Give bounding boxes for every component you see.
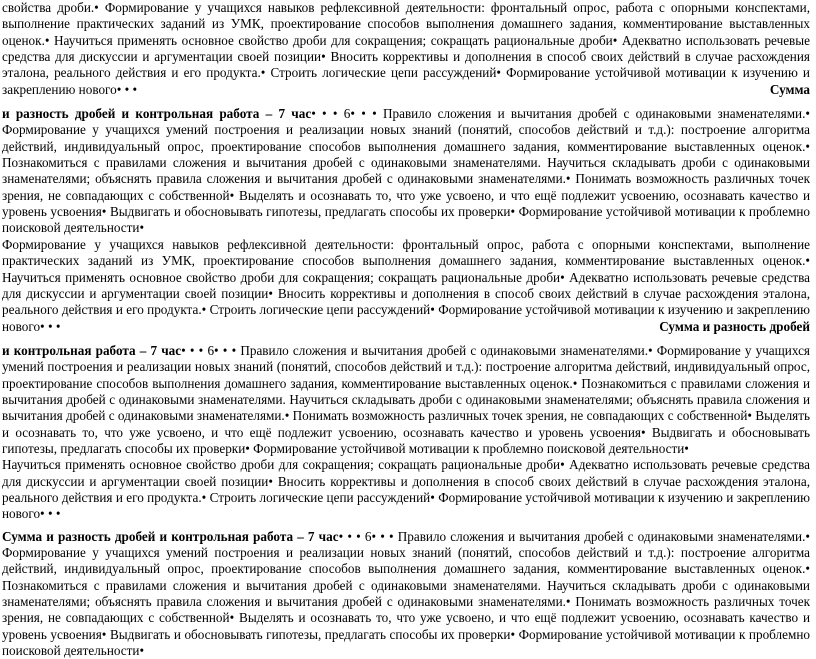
paragraph-text: • • • 6• • • Правило сложения и вычитания дробей с одинаковыми знаменателями.• Формирование у учащихся умений построения и реализации новых знаний (понятий, способов действий и т.д.): построение алгоритма действий, индивидуальный опрос, проектирование способов выполнения домашнего задания, комментирование выставленных оценок.• Познакомиться с правилами сложения и вычитания дробей с одинаковыми знаменателями. Научиться складывать дроби с одинаковыми знаменателями; объяснять правила сложения и вычитания дробей с одинаковыми знаменателями.• Понимать возможность различных точек зрения, не совпадающих с собственной• Выделять и осознавать то, что уже усвоено, и что ещё подлежит усвоению, осознавать качество и уровень усвоения• Выдвигать и обосновывать гипотезы, предлагать способы их проверки• Формирование устойчивой мотивации к проблемно поисковой деятельности• bbox=[2, 106, 811, 236]
section-heading-fragment: Сумма bbox=[769, 81, 810, 97]
section-heading-fragment: Сумма и разность дробей и контрольная работа – 7 час bbox=[2, 528, 339, 544]
paragraph-6 bbox=[2, 529, 810, 659]
paragraph-text: • • • 6• • • Правило сложения и вычитания дробей с одинаковыми знаменателями.• Формирование у учащихся умений построения и реализации новых знаний (понятий, способов действий и т.д.): построение алгоритма действий, индивидуальный опрос, проектирование способов выполнения домашнего задания, комментирование выставленных оценок.• Познакомиться с правилами сложения и вычитания дробей с одинаковыми знаменателями. Научиться складывать дроби с одинаковыми знаменателями; объяснять правила сложения и вычитания дробей с одинаковыми знаменателями.• Понимать возможность различных точек зрения, не совпадающих с собственной• Выделять и осознавать то, что уже усвоено, и что ещё подлежит усвоению, осознавать качество и уровень усвоения• Выдвигать и обосновывать гипотезы, предлагать способы их проверки• Формирование устойчивой мотивации к проблемно поисковой деятельности• bbox=[2, 342, 810, 456]
section-heading-fragment: Сумма и разность дробей bbox=[659, 318, 810, 334]
section-heading-fragment: и контрольная работа – 7 час bbox=[2, 342, 182, 358]
paragraph-text: Научиться применять основное свойство дроби для сокращения; сокращать рациональные дроби• Адекватно использовать речевые средства для дискуссии и аргументации своей позиции• Вносить коррективы и дополнения в способ своих действий в случае расхождения эталона, реального действия и его продукта.• Строить логические цепи рассуждений• Формирование устойчивой мотивации к изучению и закреплению нового• • • bbox=[2, 457, 810, 522]
paragraph-2 bbox=[2, 106, 810, 237]
paragraph-5 bbox=[2, 457, 810, 522]
paragraph-1 bbox=[2, 0, 810, 98]
section-heading-fragment: и разность дробей и контрольная работа – 7 час bbox=[2, 106, 312, 122]
paragraph-3 bbox=[2, 237, 810, 335]
paragraph-text: Формирование у учащихся навыков рефлексивной деятельности: фронтальный опрос, работа с опорными конспектами, выполнение практических заданий из УМК, проектирование способов выполнения домашнего задания, комментирование выставленных оценок.• Научиться применять основное свойство дроби для сокращения; сокращать рациональные дроби• Адекватно использовать речевые средства для дискуссии и аргументации своей позиции• Вносить коррективы и дополнения в способ своих действий в случае расхождения эталона, реального действия и его продукта.• Строить логические цепи рассуждений• Формирование устойчивой мотивации к изучению и закреплению нового• • • bbox=[2, 236, 810, 334]
paragraph-text: • • • 6• • • Правило сложения и вычитания дробей с одинаковыми знаменателями.• Формирование у учащихся умений построения и реализации новых знаний (понятий, способов действий и т.д.): построение алгоритма действий, индивидуальный опрос, проектирование способов выполнения домашнего задания, комментирование выставленных оценок.• Познакомиться с правилами сложения и вычитания дробей с одинаковыми знаменателями. Научиться складывать дроби с одинаковыми знаменателями; объяснять правила сложения и вычитания дробей с одинаковыми знаменателями.• Понимать возможность различных точек зрения, не совпадающих с собственной• Выделять и осознавать то, что уже усвоено, и что ещё подлежит усвоению, осознавать качество и уровень усвоения• Выдвигать и обосновывать гипотезы, предлагать способы их проверки• Формирование устойчивой мотивации к проблемно поисковой деятельности• bbox=[2, 528, 810, 659]
paragraph-4 bbox=[2, 343, 810, 457]
paragraph-text: свойства дроби.• Формирование у учащихся навыков рефлексивной деятельности: фронтальный опрос, работа с опорными конспектами, выполнение практических заданий из УМК, проектирование способов выполнения домашнего задания, комментирование выставленных оценок.• Научиться применять основное свойство дроби для сокращения; сокращать рациональные дроби• Адекватно использовать речевые средства для дискуссии и аргументации своей позиции• Вносить коррективы и дополнения в способ своих действий в случае расхождения эталона, реального действия и его продукта.• Строить логические цепи рассуждений• Формирование устойчивой мотивации к изучению и закреплению нового• • • bbox=[2, 0, 810, 97]
